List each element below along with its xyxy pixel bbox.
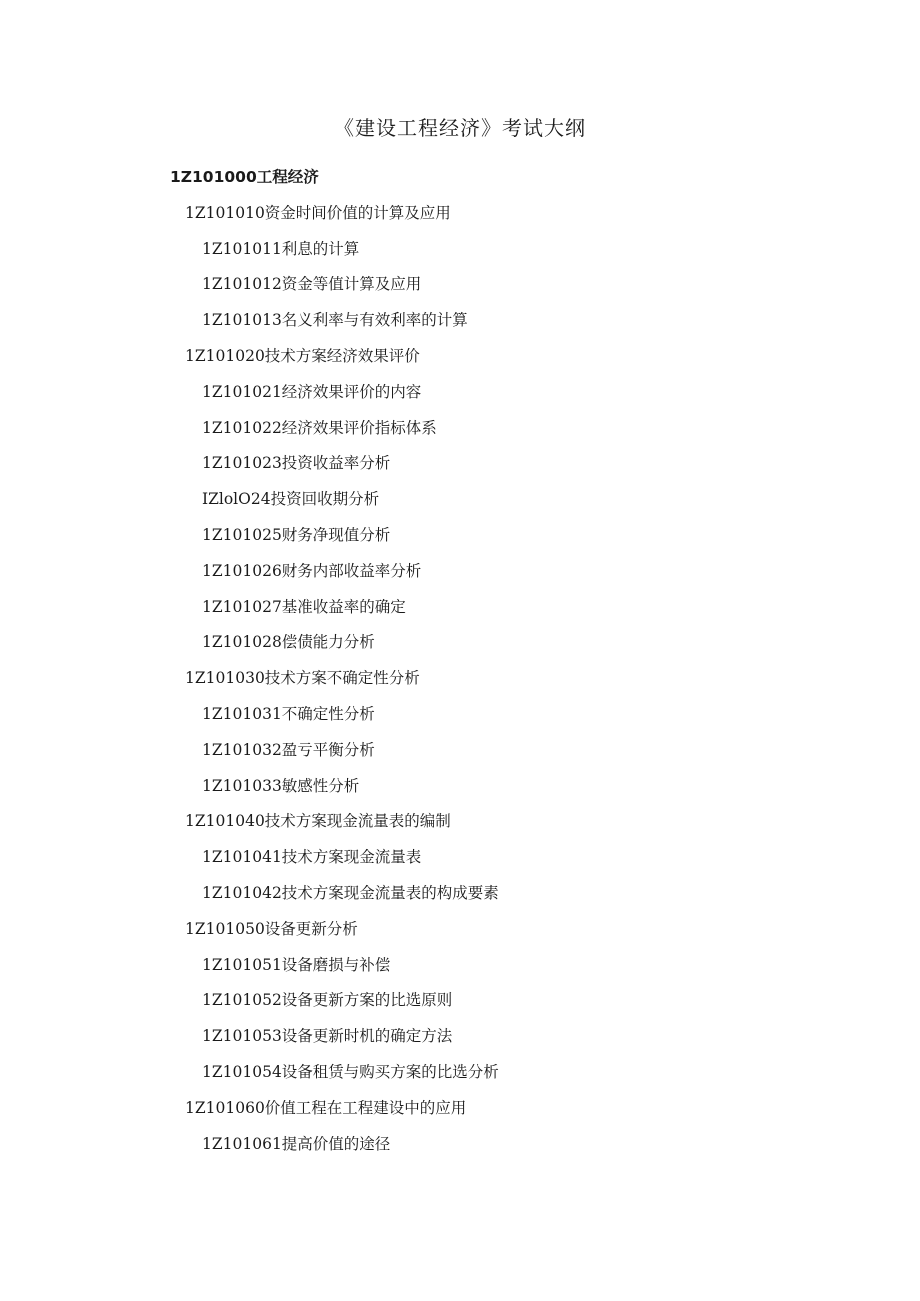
subsection-item: 1Z101031不确定性分析 (202, 704, 375, 723)
section-heading: 1Z101050设备更新分析 (185, 919, 358, 938)
subsection-item: 1Z101021经济效果评价的内容 (202, 382, 422, 401)
subsection-item: 1Z101022经济效果评价指标体系 (202, 418, 437, 437)
subsection-item: 1Z101061提高价值的途径 (202, 1134, 391, 1153)
subsection-item: 1Z101051设备磨损与补偿 (202, 955, 391, 974)
chapter-heading: 1Z101000工程经济 (170, 168, 319, 186)
syllabus-outline (0, 166, 920, 1168)
section-heading: 1Z101030技术方案不确定性分析 (185, 669, 420, 688)
subsection-item: 1Z101052设备更新方案的比选原则 (202, 991, 453, 1010)
section-heading: 1Z101020技术方案经济效果评价 (185, 346, 420, 365)
section-heading: 1Z101040技术方案现金流量表的编制 (185, 812, 451, 831)
subsection-item: 1Z101028偿债能力分析 (202, 633, 375, 652)
subsection-item: 1Z101042技术方案现金流量表的构成要素 (202, 883, 499, 902)
subsection-item: 1Z101054设备租赁与购买方案的比选分析 (202, 1062, 499, 1081)
subsection-item: 1Z101027基准收益率的确定 (202, 597, 406, 616)
subsection-item: 1Z101023投资收益率分析 (202, 454, 391, 473)
subsection-item: 1Z101013名义利率与有效利率的计算 (202, 311, 468, 330)
subsection-item: 1Z101032盈亏平衡分析 (202, 740, 375, 759)
subsection-item: 1Z101011利息的计算 (202, 239, 360, 258)
subsection-item: 1Z101012资金等值计算及应用 (202, 275, 422, 294)
subsection-item: 1Z101033敏感性分析 (202, 776, 360, 795)
subsection-item: 1Z101041技术方案现金流量表 (202, 848, 422, 867)
section-heading: 1Z101010资金时间价值的计算及应用 (185, 203, 451, 222)
subsection-item: 1Z101026财务内部收益率分析 (202, 561, 422, 580)
subsection-item: 1Z101025财务净现值分析 (202, 525, 391, 544)
subsection-item: 1Z101053设备更新时机的确定方法 (202, 1027, 453, 1046)
document-title: 《建设工程经济》考试大纲 (334, 116, 586, 140)
subsection-item: IZlolO24投资回收期分析 (202, 490, 380, 509)
section-heading: 1Z101060价值工程在工程建设中的应用 (185, 1098, 467, 1117)
